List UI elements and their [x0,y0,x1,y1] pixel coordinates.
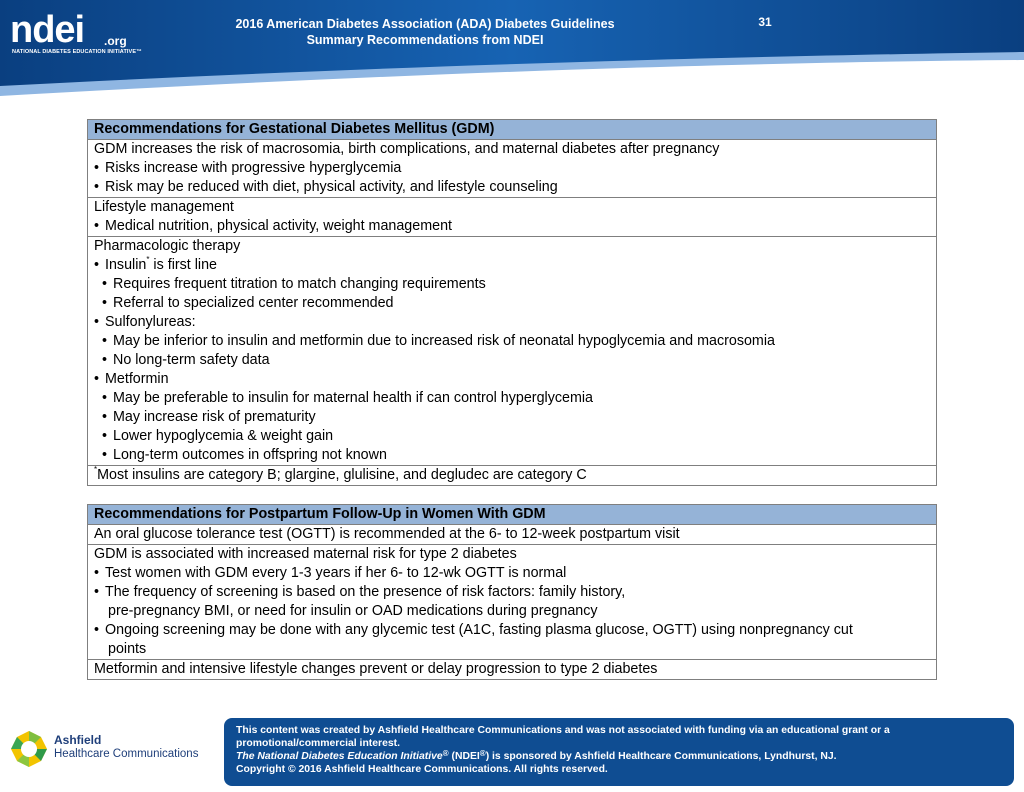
copyright-line: Copyright © 2016 Ashfield Healthcare Communications. All rights reserved. [236,764,608,775]
pharmacologic-intro: Pharmacologic therapy [94,238,241,254]
ashfield-emblem-icon [10,730,48,768]
list-item: • May be preferable to insulin for maternal health if can control hyperglycemia [102,390,593,406]
title-line-1: 2016 American Diabetes Association (ADA) Diabetes Guidelines [235,17,615,31]
list-item-insulin: • Insulin* is first line [94,255,217,273]
list-item: • Requires frequent titration to match changing requirements [102,276,486,292]
list-item: • May be inferior to insulin and metformin due to increased risk of neonatal hypoglycemia and macrosomia [102,333,775,349]
brand-subtitle: Healthcare Communications [54,748,199,760]
header-banner [0,0,1024,100]
page-number: 31 [758,15,772,29]
gdm-lifestyle-row [88,198,937,237]
maternal-risk-row [88,545,937,660]
metformin-prevention-row [88,660,937,680]
list-item: • Ongoing screening may be done with any glycemic test (A1C, fasting plasma glucose, OGTT) using nonpregnancy cut [94,622,853,638]
list-item: • Long-term outcomes in offspring not known [102,447,387,463]
sponsor-line: The National Diabetes Education Initiative® (NDEI®) is sponsored by Ashfield Healthcare Communications, Lyndhurst, NJ. [236,749,837,762]
logo-text: ndei [10,9,85,51]
list-item: • May increase risk of prematurity [102,409,316,425]
ogtt-row [88,525,937,545]
gdm-table-heading: Recommendations for Gestational Diabetes Mellitus (GDM) [88,120,937,140]
banner-graphic [0,0,1024,100]
gdm-footnote-row [88,466,937,486]
gdm-pharmacologic-row [88,237,937,466]
logo-suffix: .org [104,34,127,48]
disclaimer-line-2: promotional/commercial interest. [236,738,400,749]
list-item-sulfonylureas: • Sulfonylureas: [94,314,196,330]
list-item-continuation: points [108,641,147,657]
footer-disclaimer [224,718,1014,786]
list-item: • The frequency of screening is based on the presence of risk factors: family history, [94,584,626,600]
postpartum-table-heading: Recommendations for Postpartum Follow-Up in Women With GDM [88,505,937,525]
list-item: • Test women with GDM every 1-3 years if her 6- to 12-wk OGTT is normal [94,565,567,581]
list-item: • Risk may be reduced with diet, physical activity, and lifestyle counseling [94,179,558,195]
ashfield-logo [10,728,199,772]
gdm-risk-intro: GDM increases the risk of macrosomia, birth complications, and maternal diabetes after pregnancy [94,141,720,157]
list-item-continuation: pre-pregnancy BMI, or need for insulin or OAD medications during pregnancy [108,603,598,619]
list-item: • Medical nutrition, physical activity, weight management [94,218,452,234]
gdm-table [87,119,937,486]
ndei-logo [10,10,140,60]
gdm-footnote: *Most insulins are category B; glargine, glulisine, and degludec are category C [94,465,587,483]
list-item: • Lower hypoglycemia & weight gain [102,428,334,444]
disclaimer-line-1: This content was created by Ashfield Healthcare Communications and was not associated with funding via an educational grant or a [236,725,890,736]
postpartum-table [87,504,937,680]
list-item: • Referral to specialized center recommended [102,295,394,311]
logo-tagline: NATIONAL DIABETES EDUCATION INITIATIVE™ [12,49,142,55]
footnote-mark: * [146,255,150,264]
list-item-metformin: • Metformin [94,371,169,387]
gdm-risk-row [88,140,937,198]
list-item: • Risks increase with progressive hyperglycemia [94,160,402,176]
lifestyle-intro: Lifestyle management [94,199,234,215]
metformin-prevention-text: Metformin and intensive lifestyle changes prevent or delay progression to type 2 diabetes [94,661,658,677]
maternal-risk-intro: GDM is associated with increased maternal risk for type 2 diabetes [94,546,517,562]
list-item: • No long-term safety data [102,352,270,368]
title-line-2: Summary Recommendations from NDEI [306,33,544,47]
ogtt-text: An oral glucose tolerance test (OGTT) is recommended at the 6- to 12-week postpartum visit [94,526,680,542]
page-title [205,16,645,48]
brand-name: Ashfield [54,733,102,747]
